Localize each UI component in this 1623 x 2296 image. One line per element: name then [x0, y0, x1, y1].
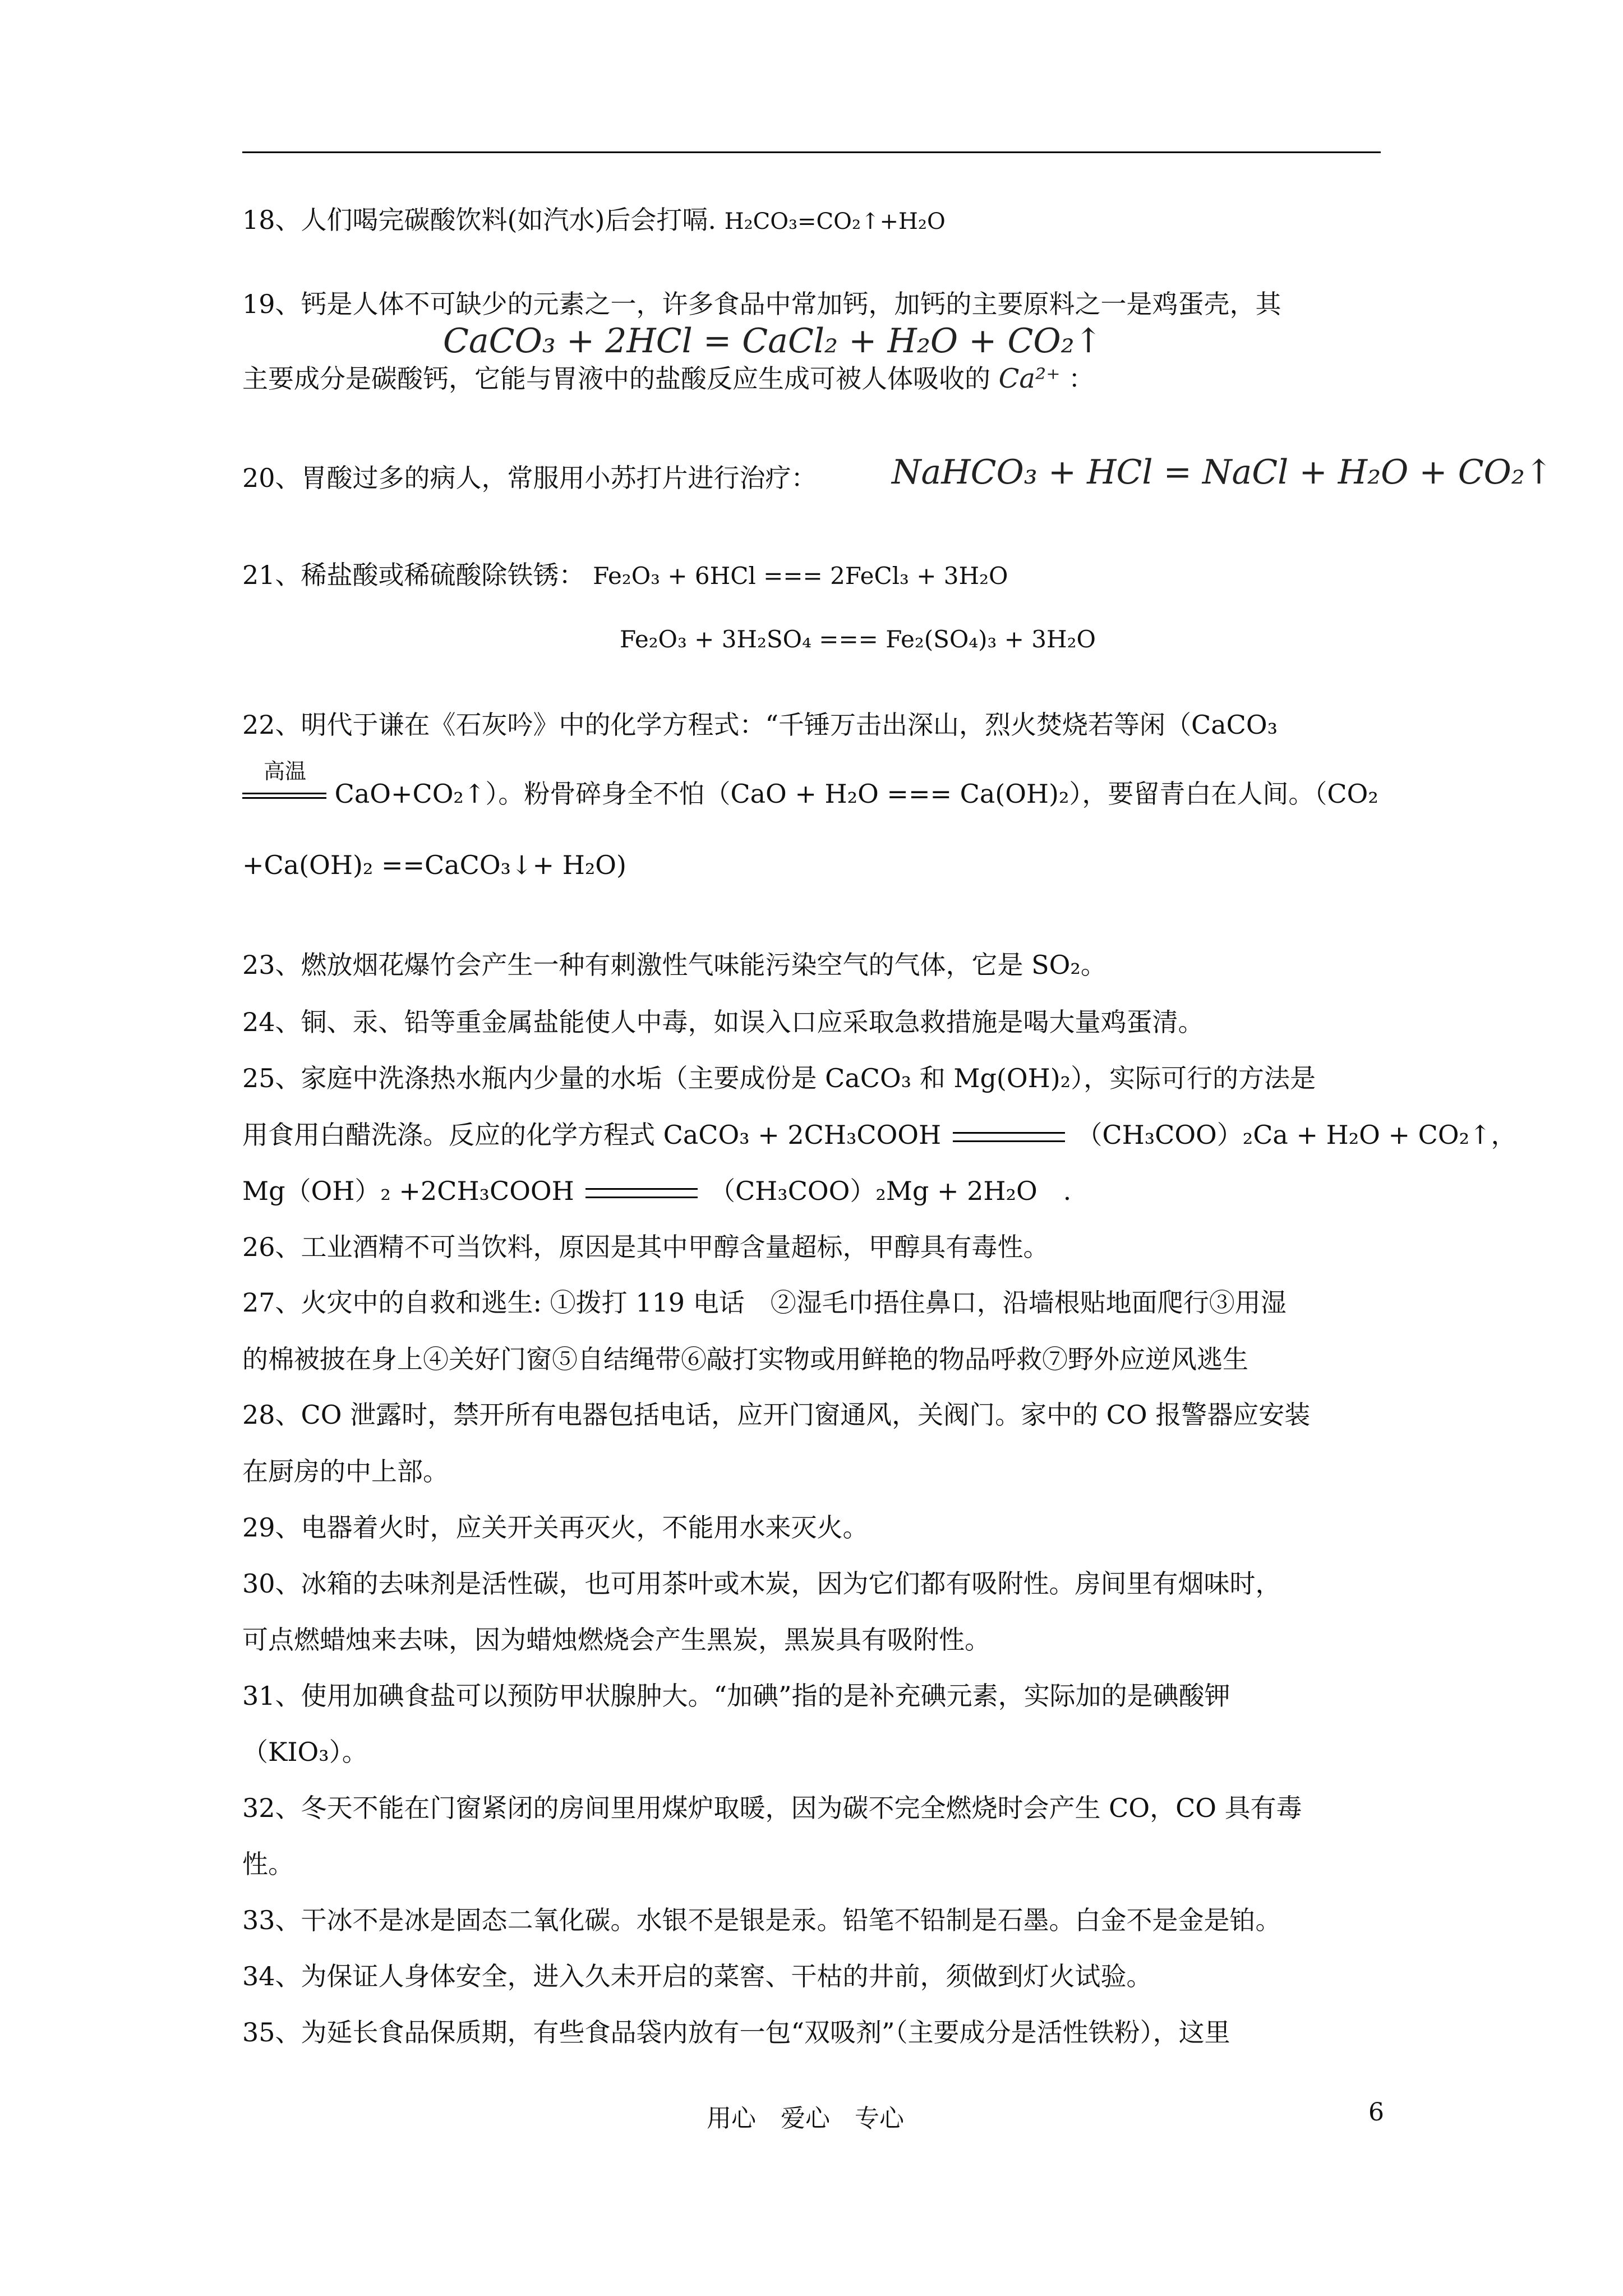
- item-25-line3: [242, 1174, 1071, 1208]
- reaction-condition: [242, 759, 326, 811]
- item-29: 29、电器着火时，应关开关再灭火，不能用水来灭火。: [242, 1512, 869, 1543]
- item-18: [242, 203, 946, 238]
- item-25-text-2b: （CH₃COO）₂Ca + H₂O + CO₂↑，: [1076, 1120, 1517, 1150]
- calcium-ion: Ca²⁺: [998, 363, 1061, 394]
- item-30-line2: 可点燃蜡烛来去味，因为蜡烛燃烧会产生黑炭，黑炭具有吸附性。: [242, 1625, 990, 1655]
- item-32-line1: 32、冬天不能在门窗紧闭的房间里用煤炉取暖，因为碳不完全燃烧时会产生 CO，CO 具有毒: [242, 1793, 1302, 1823]
- item-19-text: 主要成分是碳酸钙，它能与胃液中的盐酸反应生成可被人体吸收的: [242, 364, 990, 394]
- condition-bar-top: [242, 793, 326, 794]
- item-25-text-3a: Mg（OH）₂ +2CH₃COOH: [242, 1176, 574, 1206]
- item-21-text: 21、稀盐酸或稀硫酸除铁锈：: [242, 560, 585, 590]
- item-25-text-3b: （CH₃COO）₂Mg + 2H₂O .: [709, 1176, 1072, 1206]
- item-19-equation: CaCO₃ + 2HCl = CaCl₂ + H₂O + CO₂↑: [443, 321, 1103, 361]
- item-32-line2: 性。: [242, 1849, 294, 1879]
- item-26: 26、工业酒精不可当饮料，原因是其中甲醇含量超标，甲醇具有毒性。: [242, 1232, 1049, 1262]
- reaction-arrow: [585, 1188, 698, 1198]
- item-21: [242, 558, 1008, 593]
- item-22-line3: +Ca(OH)₂ ==CaCO₃↓+ H₂O): [242, 850, 626, 880]
- page-number: 6: [1368, 2098, 1384, 2127]
- item-34: 34、为保证人身体安全，进入久未开启的菜窖、干枯的井前，须做到灯火试验。: [242, 1961, 1152, 1991]
- header-rule: [242, 151, 1381, 153]
- item-20-equation: NaHCO₃ + HCl = NaCl + H₂O + CO₂↑: [892, 453, 1553, 492]
- item-20-text: 20、胃酸过多的病人，常服用小苏打片进行治疗：: [242, 463, 817, 493]
- item-22-line2: [242, 759, 1378, 811]
- condition-label: 高温: [264, 759, 307, 784]
- item-21-equation-2: Fe₂O₃ + 3H₂SO₄ === Fe₂(SO₄)₃ + 3H₂O: [620, 625, 1096, 653]
- item-27-line1: 27、火灾中的自救和逃生: ①拨打 119 电话 ②湿毛巾捂住鼻口，沿墙根贴地面爬行③用湿: [242, 1287, 1287, 1318]
- item-27-line2: 的棉被披在身上④关好门窗⑤自结绳带⑥敲打实物或用鲜艳的物品呼救⑦野外应逆风逃生: [242, 1344, 1248, 1374]
- footer-motto: 用心 爱心 专心: [707, 2104, 904, 2133]
- item-23: 23、燃放烟花爆竹会产生一种有刺激性气味能污染空气的气体，它是 SO₂。: [242, 950, 1106, 980]
- item-21-equation-1: Fe₂O₃ + 6HCl === 2FeCl₃ + 3H₂O: [593, 562, 1008, 590]
- item-33: 33、干冰不是冰是固态二氧化碳。水银不是银是汞。铅笔不铅制是石墨。白金不是金是铂。: [242, 1905, 1281, 1935]
- item-18-equation: H₂CO₃=CO₂↑+H₂O: [724, 209, 946, 234]
- item-25-line1: 25、家庭中洗涤热水瓶内少量的水垢（主要成份是 CaCO₃ 和 Mg(OH)₂），实际可行的方法是: [242, 1063, 1316, 1093]
- item-19-line2: [242, 362, 1094, 395]
- item-28-line1: 28、CO 泄露时，禁开所有电器包括电话，应开门窗通风，关阀门。家中的 CO 报警器应安装: [242, 1400, 1311, 1430]
- item-18-text: 18、人们喝完碳酸饮料(如汽水)后会打嗝.: [242, 205, 717, 235]
- item-20: [242, 461, 817, 495]
- condition-bar-bottom: [242, 797, 326, 799]
- item-19-end: ：: [1068, 364, 1095, 394]
- item-35: 35、为延长食品保质期，有些食品袋内放有一包“双吸剂”（主要成分是活性铁粉），这里: [242, 2017, 1230, 2047]
- item-31-line1: 31、使用加碘食盐可以预防甲状腺肿大。“加碘”指的是补充碘元素，实际加的是碘酸钾: [242, 1681, 1230, 1711]
- item-19-line1: 19、钙是人体不可缺少的元素之一，许多食品中常加钙，加钙的主要原料之一是鸡蛋壳，其: [242, 289, 1281, 319]
- item-24: 24、铜、汞、铅等重金属盐能使人中毒，如误入口应采取急救措施是喝大量鸡蛋清。: [242, 1007, 1204, 1037]
- item-25-text-2a: 用食用白醋洗涤。反应的化学方程式 CaCO₃ + 2CH₃COOH: [242, 1120, 942, 1150]
- item-22-text-2: CaO+CO₂↑）。粉骨碎身全不怕（CaO + H₂O === Ca(OH)₂），要留青白在人间。（CO₂: [334, 779, 1378, 809]
- item-22-line1: 22、明代于谦在《石灰吟》中的化学方程式：“千锤万击出深山，烈火焚烧若等闲（CaCO₃: [242, 710, 1278, 740]
- item-25-line2: [242, 1118, 1517, 1152]
- item-30-line1: 30、冰箱的去味剂是活性碳，也可用茶叶或木炭，因为它们都有吸附性。房间里有烟味时，: [242, 1568, 1281, 1599]
- reaction-arrow: [953, 1132, 1065, 1142]
- item-31-line2: （KIO₃）。: [242, 1737, 368, 1767]
- item-28-line2: 在厨房的中上部。: [242, 1456, 449, 1487]
